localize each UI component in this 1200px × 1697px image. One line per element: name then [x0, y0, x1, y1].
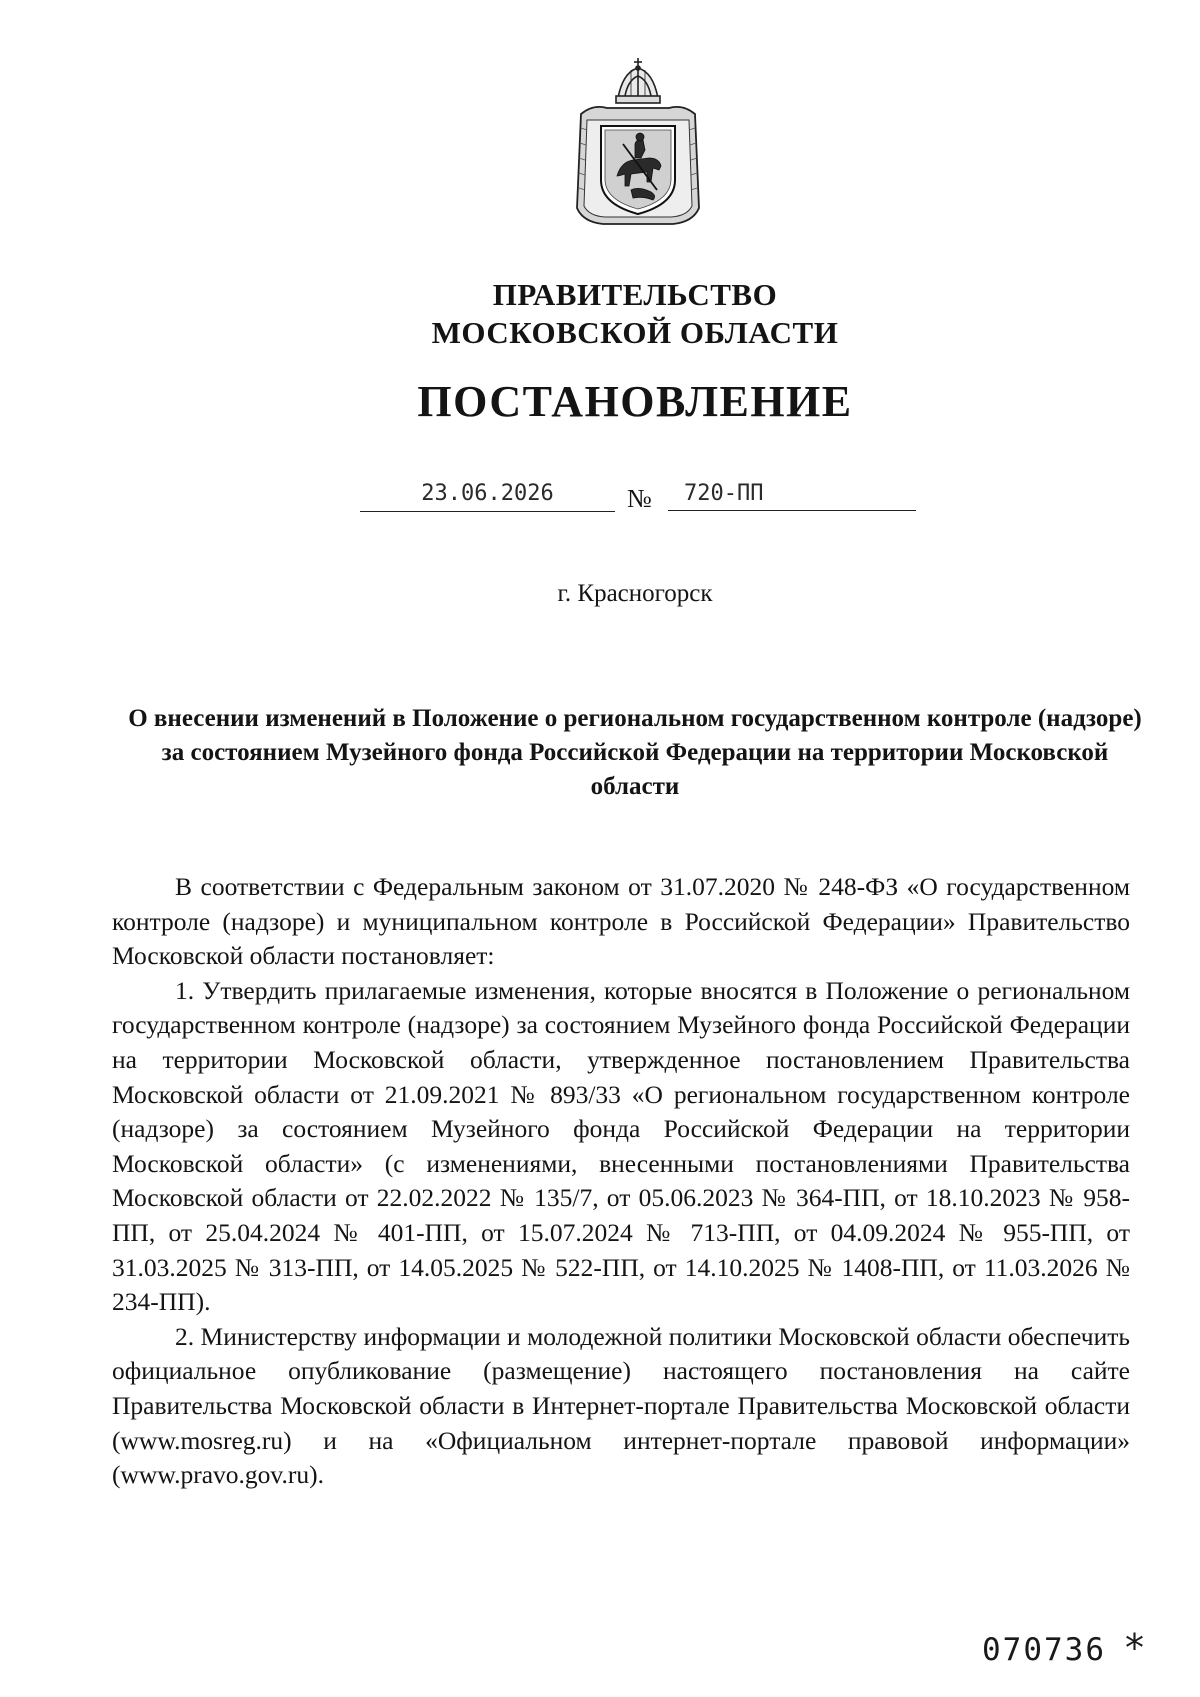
body-paragraph-item-2: 2. Министерству информации и молодежной политики Московской области обеспечить официальное опубликование (размещение) настоящего постановления на сайте Правительства Московской области в Интернет-портале Правительства Московской области (www.mosreg.ru) и на «Официальном интернет-портале правовой информации» (www.pravo.gov.ru).	[112, 1321, 1130, 1490]
document-title: О внесении изменений в Положение о региональном государственном контроле (надзоре) за состоянием Музейного фонда Российской Федерации на территории Московской области	[128, 705, 1142, 800]
registration-date: 23.06.2026	[360, 479, 615, 512]
stamp-star-icon: *	[1125, 1626, 1144, 1670]
org-name-line-1: ПРАВИТЕЛЬСТВО	[492, 277, 778, 312]
org-name-line-2: МОСКОВСКОЙ ОБЛАСТИ	[431, 315, 839, 350]
document-body	[112, 870, 1130, 1493]
body-paragraph-item-1: 1. Утвердить прилагаемые изменения, которые вносятся в Положение о региональном государственном контроле (надзоре) за состоянием Музейного фонда Российской Федерации на территории Московской области, утвержденное постановлением Правительства Московской области от 21.09.2021 № 893/33 «О региональном государственном контроле (надзоре) за состоянием Музейного фонда Российской Федерации на территории Московской области» (с изменениями, внесенными постановлениями Правительства Московской области от 22.02.2022 № 135/7, от 05.06.2023 № 364-ПП, от 18.10.2023 № 958-ПП, от 25.04.2024 № 401-ПП, от 15.07.2024 № 713-ПП, от 04.09.2024 № 955-ПП, от 31.03.2025 № 313-ПП, от 14.05.2025 № 522-ПП, от 14.10.2025 № 1408-ПП, от 11.03.2026 № 234-ПП).	[112, 975, 1130, 1317]
coat-of-arms-icon	[573, 58, 703, 230]
registration-number: 720-ПП	[668, 479, 916, 511]
document-type-heading: ПОСТАНОВЛЕНИЕ	[417, 377, 853, 426]
number-sign: №	[627, 484, 652, 513]
stamp-number: 070736	[982, 1632, 1106, 1668]
body-paragraph-intro: В соответствии с Федеральным законом от 31.07.2020 № 248-ФЗ «О государственном контроле (надзоре) и муниципальном контроле в Российской Федерации» Правительство Московской области постановляет:	[112, 872, 1130, 971]
city-line: г. Красногорск	[557, 580, 713, 607]
